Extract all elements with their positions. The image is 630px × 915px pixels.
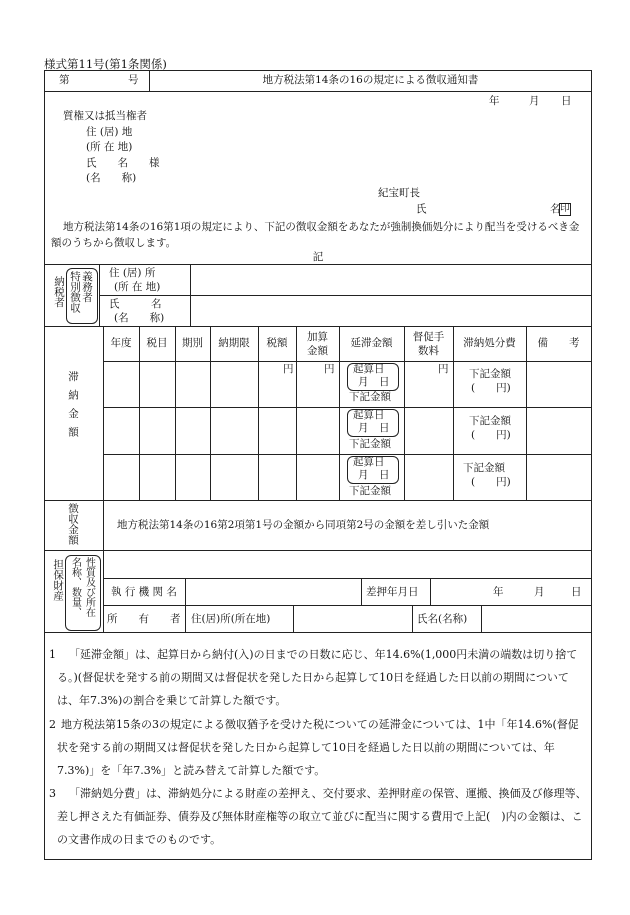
unit-tokusoku: 円 [438, 363, 449, 375]
taxpayer-name-label: 氏 名 [109, 298, 162, 310]
note-number: 1 [49, 648, 56, 661]
collateral-sub1: 名称、数量、 [69, 557, 81, 617]
collateral-label: 担保財産 [52, 559, 65, 601]
arrears-label: 滞納金額 [67, 371, 80, 445]
shobunhi-yen: ( 円) [471, 476, 511, 488]
exec-agency-label: 執 行 機 関 名 [111, 586, 177, 598]
kakin-label: 下記金額 [349, 438, 391, 450]
rule [258, 326, 259, 500]
rule [45, 500, 591, 501]
note-number: 3 [49, 787, 56, 800]
col-shobunhi: 滞納処分費 [463, 337, 516, 349]
rule [293, 605, 294, 632]
note-text: 地方税法第15条の3の規定による徴収猶予を受けた税についての延滞金については、1中「年14.6%(督促状を発する前の期間又は督促状を発した日から起算して10日を経過した日以前の期間については、年7.3%)」を「年7.3%」と読み替えて計算した額です。 [57, 718, 579, 777]
rule [45, 632, 591, 633]
taxpayer-name-alt: (名 称) [114, 312, 165, 324]
kisan-label: 起算日 [353, 456, 385, 468]
col-entaikin: 延滞金額 [350, 337, 393, 349]
shobunhi-kakin: 下記金額 [463, 462, 505, 474]
addressee-name-label: 氏 名 様 [86, 157, 160, 169]
shobunhi-kakin: 下記金額 [469, 368, 511, 380]
rule [103, 605, 591, 606]
unit-zeigaku: 円 [283, 363, 294, 375]
col-tokusoku: 督促手数料 [412, 331, 445, 357]
issuer-mei: 名 [550, 203, 561, 215]
issuer-shi: 氏 [416, 203, 427, 215]
number-label-dai: 第 [59, 74, 70, 86]
collect-label: 徴収金額 [67, 503, 80, 545]
issuer-title: 紀宝町長 [378, 187, 420, 199]
taxpayer-label-tokubetsu: 特別徴収 [69, 271, 82, 313]
ki-label: 記 [312, 251, 324, 263]
rule [103, 500, 104, 550]
note-1 [49, 643, 587, 712]
collateral-sub2: 性質及び所在 [83, 557, 95, 617]
rule [45, 91, 591, 92]
note-text: 「延滞金額」は、起算日から納付(入)の日までの日数に応じ、年14.6%(1,000円未満の端数は切り捨てる。)(督促状を発する前の期間又は督促状を発した日から起算して10日を経過した日以前の期間については、年7.3%)の割合を乗じて計算した額です。 [57, 648, 578, 707]
unit-kasan: 円 [324, 363, 335, 375]
rule [99, 295, 591, 296]
rule [103, 550, 104, 632]
seizure-year-label: 年 [493, 586, 504, 598]
seizure-day-label: 日 [571, 586, 582, 598]
rule [45, 550, 591, 551]
kisan-date: 月 日 [358, 469, 390, 481]
owner-address-label: 住(居)所(所在地) [191, 613, 271, 625]
col-kasankin: 加算金額 [307, 331, 328, 357]
addressee-name-alt: (名 称) [86, 172, 137, 184]
rule [526, 326, 527, 500]
date-month-label: 月 [529, 95, 540, 107]
taxpayer-label-gimusha: 義務者 [81, 271, 94, 303]
rule [103, 326, 104, 500]
number-label-go: 号 [128, 74, 139, 86]
rule [430, 578, 431, 605]
form-label: 様式第11号(第1条関係) [44, 57, 167, 71]
rule [103, 407, 591, 408]
kisan-label: 起算日 [353, 363, 385, 375]
rule [103, 454, 591, 455]
col-biko: 備 考 [537, 337, 580, 349]
rule [339, 326, 340, 500]
addressee-address-alt: (所 在 地) [86, 141, 133, 153]
col-kibetsu: 期別 [182, 337, 203, 349]
seizure-date-label: 差押年月日 [366, 586, 419, 598]
owner-label: 所 有 者 [107, 613, 181, 625]
col-nendo: 年度 [110, 337, 132, 349]
date-day-label: 日 [561, 95, 572, 107]
rule [453, 326, 454, 500]
issuer-seal: 印 [560, 203, 570, 214]
taxpayer-address-label: 住 (居) 所 [109, 267, 156, 279]
note-number: 2 [49, 718, 56, 731]
rule [175, 326, 176, 500]
addressee-address-label: 住 (居) 地 [86, 126, 133, 138]
col-nokigen: 納期限 [218, 337, 250, 349]
form-title: 地方税法第14条の16の規定による徴収通知書 [262, 74, 479, 86]
kisan-label: 起算日 [353, 409, 385, 421]
collect-text: 地方税法第14条の16第2項第1号の金額から同項第2号の金額を差し引いた金額 [117, 519, 490, 531]
addressee-role: 質権又は抵当権者 [63, 110, 147, 122]
shobunhi-yen: ( 円) [471, 429, 511, 441]
rule [361, 578, 362, 605]
rule [103, 361, 591, 362]
shobunhi-kakin: 下記金額 [469, 415, 511, 427]
rule [103, 578, 591, 579]
seizure-month-label: 月 [534, 586, 545, 598]
taxpayer-label: 納税者 [53, 276, 66, 308]
taxpayer-address-alt: (所 在 地) [114, 281, 161, 293]
intro-text: 地方税法第14条の16第1項の規定により、下記の徴収金額をあなたが強制換価処分により配当を受けるべき金額のうちから徴収します。 [51, 221, 580, 249]
date-year-label: 年 [489, 95, 500, 107]
kakin-label: 下記金額 [349, 485, 391, 497]
kakin-label: 下記金額 [349, 391, 391, 403]
kisan-date: 月 日 [358, 376, 390, 388]
col-zeimoku: 税目 [146, 337, 168, 349]
owner-name-label: 氏名(名称) [417, 613, 468, 625]
note-3 [49, 782, 587, 851]
shobunhi-yen: ( 円) [471, 382, 511, 394]
rule [45, 264, 591, 265]
col-zeigaku: 税額 [266, 337, 288, 349]
rule [210, 326, 211, 500]
rule [481, 605, 482, 632]
rule [139, 326, 140, 500]
note-2 [49, 713, 587, 782]
kisan-date: 月 日 [358, 422, 390, 434]
rule [45, 326, 591, 327]
note-text: 「滞納処分費」は、滞納処分による財産の差押え、交付要求、差押財産の保管、運搬、換価及び修理等、差し押さえた有価証券、債券及び無体財産権等の取立て並びに配当に関する費用で上記( )内の金額は、この文書作成の日までのものです。 [57, 787, 587, 846]
rule [412, 605, 413, 632]
rule [185, 578, 186, 632]
